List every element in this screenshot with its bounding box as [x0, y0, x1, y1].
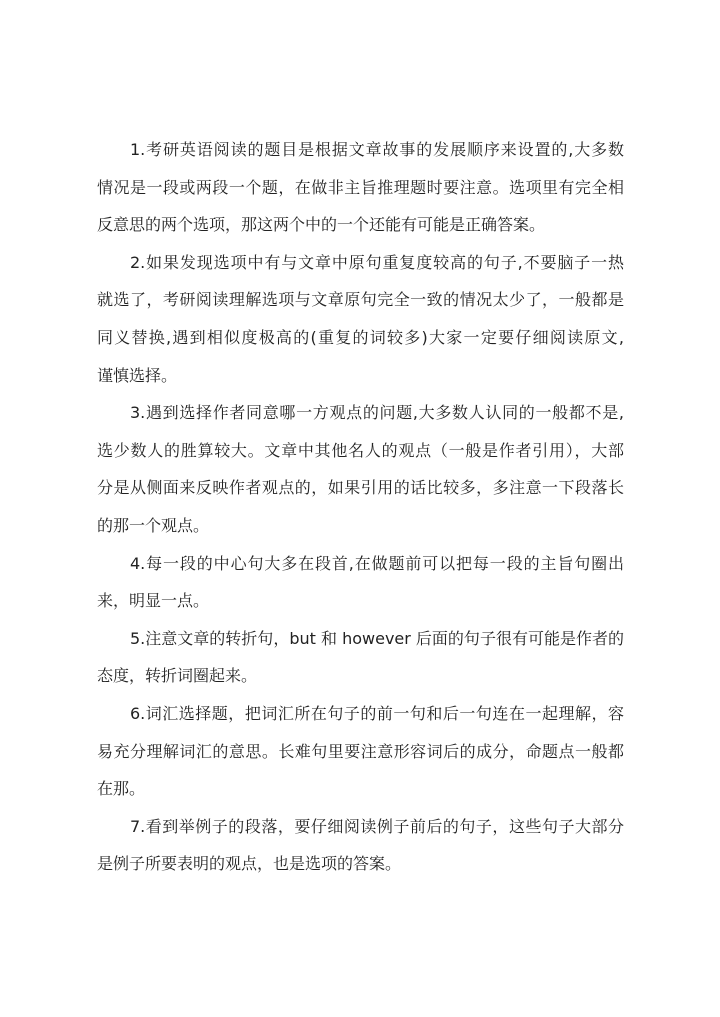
text-line: 1.考研英语阅读的题目是根据文章故事的发展顺序来设置的,大多数: [130, 140, 624, 159]
paragraph-2: [97, 244, 624, 394]
text-line: 的那一个观点。: [97, 515, 210, 535]
text-line: 谨慎选择。: [97, 365, 178, 385]
text-line: 是例子所要表明的观点，也是选项的答案。: [97, 854, 402, 874]
paragraph-1: [97, 131, 624, 244]
text-line: 反意思的两个选项，那这两个中的一个还能有可能是正确答案。: [97, 215, 546, 235]
text-line: 6.词汇选择题，把词汇所在句子的前一句和后一句连在一起理解，容: [130, 703, 624, 723]
paragraph-3: [97, 394, 624, 544]
paragraph-7: [97, 808, 624, 883]
text-line: 就选了，考研阅读理解选项与文章原句完全一致的情况太少了，一般都是: [97, 290, 624, 310]
text-line: 同义替换,遇到相似度极高的(重复的词较多)大家一定要仔细阅读原文,: [97, 327, 624, 347]
text-line: 4.每一段的中心句大多在段首,在做题前可以把每一段的主旨句圈出: [130, 553, 624, 573]
text-line: 3.遇到选择作者同意哪一方观点的问题,大多数人认同的一般都不是,: [130, 403, 624, 423]
paragraph-6: [97, 695, 624, 808]
paragraph-5: [97, 620, 624, 695]
text-line: 情况是一段或两段一个题，在做非主旨推理题时要注意。选项里有完全相: [97, 177, 624, 197]
text-line: 选少数人的胜算较大。文章中其他名人的观点（一般是作者引用），大部: [97, 440, 624, 460]
document-page: [97, 131, 624, 883]
text-line: 易充分理解词汇的意思。长难句里要注意形容词后的成分，命题点一般都: [97, 741, 624, 761]
text-line: 态度，转折词圈起来。: [97, 666, 258, 686]
text-line: 分是从侧面来反映作者观点的，如果引用的话比较多，多注意一下段落长: [97, 478, 624, 498]
text-line: 5.注意文章的转折句，but 和 however 后面的句子很有可能是作者的: [130, 628, 624, 648]
text-line: 7.看到举例子的段落，要仔细阅读例子前后的句子，这些句子大部分: [130, 816, 624, 836]
paragraph-4: [97, 545, 624, 620]
text-line: 在那。: [97, 779, 146, 799]
text-line: 2.如果发现选项中有与文章中原句重复度较高的句子,不要脑子一热: [130, 252, 624, 272]
text-line: 来，明显一点。: [97, 591, 210, 611]
